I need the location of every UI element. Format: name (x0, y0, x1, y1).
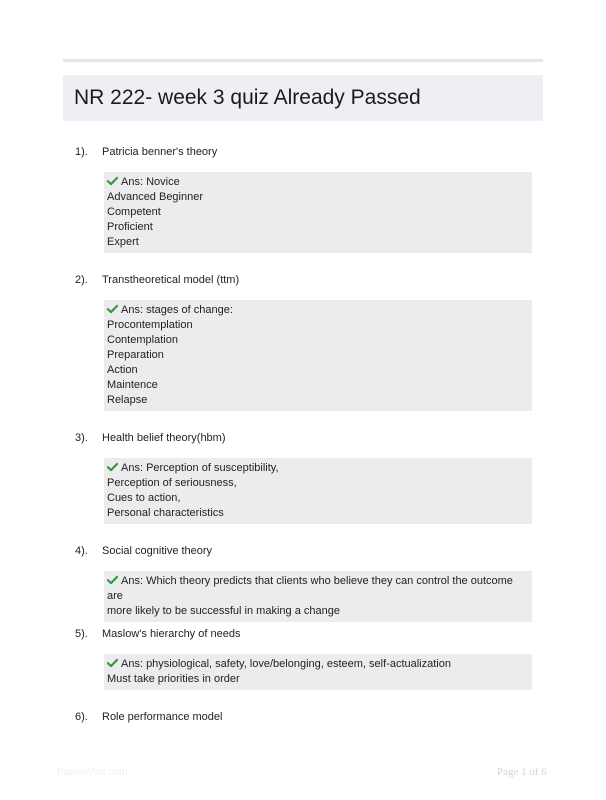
answer-line: Ans: stages of change: (121, 304, 233, 316)
answer-line: Ans: Novice (121, 176, 180, 188)
page-number: Page 1 of 6 (497, 766, 547, 778)
answer-box (104, 458, 532, 524)
answer-line: Competent (107, 206, 161, 218)
check-icon (107, 176, 118, 186)
footer-watermark: PaperWhiz.com (57, 767, 128, 778)
answer-box (104, 172, 532, 253)
question-text: Health belief theory(hbm) (102, 432, 226, 444)
question-number: 2). (75, 274, 88, 286)
question-item (75, 709, 545, 725)
answer-line: Ans: Perception of susceptibility, (121, 462, 279, 474)
question-item (75, 144, 545, 253)
answer-line: Personal characteristics (107, 507, 224, 519)
answer-line: Must take priorities in order (107, 673, 240, 685)
answer-line: Advanced Beginner (107, 191, 204, 203)
question-number: 4). (75, 545, 88, 557)
question-number: 1). (75, 146, 88, 158)
answer-line: Perception of seriousness, (107, 477, 237, 489)
document-title: NR 222- week 3 quiz Already Passed (63, 75, 543, 121)
answer-line: Action (107, 364, 138, 376)
question-item (75, 626, 545, 690)
answer-line: Contemplation (107, 334, 178, 346)
question-text: Maslow's hierarchy of needs (102, 628, 241, 640)
question-number: 5). (75, 628, 88, 640)
answer-line: Proficient (107, 221, 153, 233)
answer-line: Maintence (107, 379, 158, 391)
answer-box (104, 571, 532, 622)
answer-line: Relapse (107, 394, 148, 406)
answer-line: Preparation (107, 349, 164, 361)
answer-box (104, 300, 532, 411)
question-text: Role performance model (102, 711, 223, 723)
answer-line: Cues to action, (107, 492, 181, 504)
question-number: 3). (75, 432, 88, 444)
check-icon (107, 658, 118, 668)
answer-box (104, 654, 532, 690)
check-icon (107, 575, 118, 585)
question-text: Social cognitive theory (102, 545, 213, 557)
top-rule (63, 59, 543, 62)
question-number: 6). (75, 711, 88, 723)
check-icon (107, 462, 118, 472)
question-text: Patricia benner's theory (102, 146, 218, 158)
answer-line: Ans: physiological, safety, love/belonging, esteem, self-actualization (121, 658, 451, 670)
question-item (75, 543, 545, 622)
question-item (75, 430, 545, 524)
question-item (75, 272, 545, 411)
check-icon (107, 304, 118, 314)
question-text: Transtheoretical model (ttm) (102, 274, 240, 286)
answer-line: Expert (107, 236, 139, 248)
answer-line: more likely to be successful in making a change (107, 605, 340, 617)
answer-line: Procontemplation (107, 319, 193, 331)
answer-line: Ans: Which theory predicts that clients who believe they can control the outcome are (107, 575, 513, 602)
